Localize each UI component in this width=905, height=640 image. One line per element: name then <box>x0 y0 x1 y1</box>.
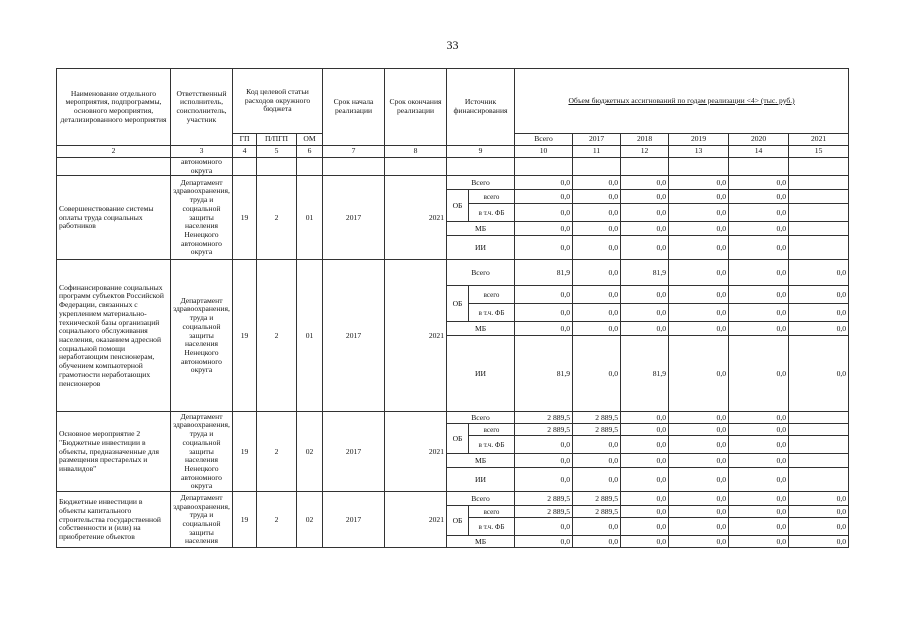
value-cell <box>789 222 849 236</box>
source-label: ОБ <box>447 190 469 222</box>
source-label: Всего <box>447 260 515 286</box>
value-cell: 0,0 <box>621 468 669 492</box>
budget-table <box>56 68 849 548</box>
value-cell <box>789 236 849 260</box>
activity-name: Софинансирование социальных программ субъектов Российской Федерации, связанных с укреплением материально-технической базы организаций социального обслуживания населения, оказанием адресной социальной помощи неработающим пенсионерам, обучением компьютерной грамотности неработающих пенсионеров <box>57 260 171 412</box>
code-gp: 19 <box>233 176 257 260</box>
value-cell: 0,0 <box>669 286 729 304</box>
value-cell: 0,0 <box>515 536 573 548</box>
source-label: ОБ <box>447 506 469 536</box>
value-cell: 0,0 <box>669 176 729 190</box>
col-number: 9 <box>447 146 515 158</box>
value-cell: 0,0 <box>621 536 669 548</box>
col-number: 3 <box>171 146 233 158</box>
col-number: 8 <box>385 146 447 158</box>
code-pgp: 2 <box>257 412 297 492</box>
value-cell: 0,0 <box>573 436 621 454</box>
column-numbers-row <box>57 146 849 158</box>
executor: Департамент здравоохранения, труда и социальной защиты населения Ненецкого автономного округа <box>171 260 233 412</box>
source-label: всего <box>469 190 515 204</box>
value-cell: 81,9 <box>621 260 669 286</box>
value-cell: 2 889,5 <box>573 412 621 424</box>
code-gp: 19 <box>233 412 257 492</box>
code-om: 02 <box>297 492 323 548</box>
value-cell: 0,0 <box>515 286 573 304</box>
header-name: Наименование отдельного мероприятия, подпрограммы, основного мероприятия, детализированного мероприятия <box>57 69 171 146</box>
value-cell <box>789 454 849 468</box>
end-year: 2021 <box>385 176 447 260</box>
value-cell <box>789 412 849 424</box>
code-gp: 19 <box>233 492 257 548</box>
value-cell: 0,0 <box>669 492 729 506</box>
value-cell: 0,0 <box>621 518 669 536</box>
value-cell: 2 889,5 <box>515 424 573 436</box>
value-cell: 0,0 <box>621 424 669 436</box>
value-cell: 0,0 <box>789 304 849 322</box>
source-label: всего <box>469 424 515 436</box>
value-cell: 0,0 <box>515 236 573 260</box>
value-cell: 0,0 <box>669 204 729 222</box>
value-cell: 0,0 <box>515 322 573 336</box>
value-cell: 0,0 <box>573 336 621 412</box>
source-label: в т.ч. ФБ <box>469 518 515 536</box>
value-cell: 0,0 <box>621 286 669 304</box>
continuation-text: автономного округа <box>171 158 233 176</box>
source-label: МБ <box>447 536 515 548</box>
value-cell: 0,0 <box>669 454 729 468</box>
value-cell: 2 889,5 <box>515 506 573 518</box>
value-cell: 0,0 <box>729 236 789 260</box>
source-label: ИИ <box>447 336 515 412</box>
value-cell: 0,0 <box>669 236 729 260</box>
header-code: Код целевой статьи расходов окружного бюджета <box>233 69 323 134</box>
value-cell: 2 889,5 <box>573 506 621 518</box>
value-cell: 0,0 <box>729 412 789 424</box>
value-cell: 0,0 <box>515 518 573 536</box>
value-cell: 0,0 <box>729 322 789 336</box>
value-cell: 0,0 <box>573 454 621 468</box>
value-cell: 0,0 <box>729 204 789 222</box>
col-number: 12 <box>621 146 669 158</box>
value-cell: 0,0 <box>729 304 789 322</box>
value-cell: 0,0 <box>789 260 849 286</box>
value-cell: 0,0 <box>789 336 849 412</box>
value-cell: 0,0 <box>621 492 669 506</box>
value-cell: 0,0 <box>669 412 729 424</box>
value-cell: 0,0 <box>573 518 621 536</box>
value-cell: 0,0 <box>669 304 729 322</box>
value-cell: 0,0 <box>515 436 573 454</box>
value-cell: 0,0 <box>515 222 573 236</box>
value-cell <box>789 436 849 454</box>
header-row <box>57 69 849 134</box>
value-cell: 0,0 <box>515 468 573 492</box>
header-source: Источник финансирования <box>447 69 515 146</box>
start-year: 2017 <box>323 176 385 260</box>
header-volume: Объем бюджетных ассигнований по годам реализации <4> (тыс. руб.) <box>515 69 849 134</box>
end-year: 2021 <box>385 412 447 492</box>
activity-name: Основное мероприятие 2 "Бюджетные инвестиции в объекты, предназначенные для размещения престарелых и инвалидов" <box>57 412 171 492</box>
value-cell: 81,9 <box>621 336 669 412</box>
value-cell: 0,0 <box>573 536 621 548</box>
value-cell: 0,0 <box>789 492 849 506</box>
value-cell: 0,0 <box>729 536 789 548</box>
value-cell: 0,0 <box>789 286 849 304</box>
value-cell: 0,0 <box>669 336 729 412</box>
source-label: ОБ <box>447 286 469 322</box>
source-label: ОБ <box>447 424 469 454</box>
value-cell: 0,0 <box>669 506 729 518</box>
table-row <box>57 176 849 190</box>
value-cell: 0,0 <box>729 260 789 286</box>
source-label: в т.ч. ФБ <box>469 436 515 454</box>
value-cell: 81,9 <box>515 260 573 286</box>
value-cell <box>789 468 849 492</box>
value-cell: 2 889,5 <box>515 412 573 424</box>
value-cell: 0,0 <box>729 190 789 204</box>
value-cell: 0,0 <box>729 518 789 536</box>
value-cell <box>789 176 849 190</box>
value-cell: 0,0 <box>621 204 669 222</box>
value-cell: 0,0 <box>621 222 669 236</box>
value-cell: 0,0 <box>729 454 789 468</box>
value-cell: 81,9 <box>515 336 573 412</box>
value-cell: 0,0 <box>621 322 669 336</box>
activity-name: Совершенствование системы оплаты труда социальных работников <box>57 176 171 260</box>
executor: Департамент здравоохранения, труда и социальной защиты населения Ненецкого автономного округа <box>171 176 233 260</box>
value-cell: 0,0 <box>669 536 729 548</box>
source-label: МБ <box>447 322 515 336</box>
end-year: 2021 <box>385 492 447 548</box>
value-cell: 0,0 <box>573 260 621 286</box>
value-cell: 0,0 <box>729 176 789 190</box>
executor: Департамент здравоохранения, труда и социальной защиты населения Ненецкого автономного округа <box>171 412 233 492</box>
header-year: 2018 <box>621 134 669 146</box>
source-label: ИИ <box>447 468 515 492</box>
start-year: 2017 <box>323 412 385 492</box>
header-start: Срок начала реализации <box>323 69 385 146</box>
value-cell: 0,0 <box>573 304 621 322</box>
value-cell: 0,0 <box>621 506 669 518</box>
start-year: 2017 <box>323 492 385 548</box>
source-label: в т.ч. ФБ <box>469 304 515 322</box>
value-cell <box>789 424 849 436</box>
value-cell: 0,0 <box>573 286 621 304</box>
value-cell: 0,0 <box>573 222 621 236</box>
value-cell: 0,0 <box>669 424 729 436</box>
start-year: 2017 <box>323 260 385 412</box>
value-cell: 0,0 <box>621 436 669 454</box>
header-executor: Ответственный исполнитель, соисполнитель, участник <box>171 69 233 146</box>
value-cell: 2 889,5 <box>515 492 573 506</box>
code-pgp: 2 <box>257 492 297 548</box>
header-end: Срок окончания реализации <box>385 69 447 146</box>
value-cell: 0,0 <box>573 190 621 204</box>
value-cell: 0,0 <box>621 190 669 204</box>
col-number: 7 <box>323 146 385 158</box>
continuation-row <box>57 158 849 176</box>
value-cell: 0,0 <box>515 190 573 204</box>
source-label: Всего <box>447 492 515 506</box>
header-pgp: П/ПГП <box>257 134 297 146</box>
page-number: 33 <box>446 38 459 52</box>
activity-name: Бюджетные инвестиции в объекты капитального строительства государственной собственности и (или) на приобретение объектов <box>57 492 171 548</box>
value-cell: 0,0 <box>621 454 669 468</box>
header-year: 2020 <box>729 134 789 146</box>
value-cell: 0,0 <box>729 336 789 412</box>
value-cell: 0,0 <box>573 204 621 222</box>
value-cell: 0,0 <box>669 322 729 336</box>
value-cell: 0,0 <box>621 304 669 322</box>
value-cell: 0,0 <box>669 436 729 454</box>
source-label: МБ <box>447 222 515 236</box>
value-cell: 0,0 <box>729 436 789 454</box>
source-label: в т.ч. ФБ <box>469 204 515 222</box>
value-cell: 0,0 <box>729 222 789 236</box>
executor: Департамент здравоохранения, труда и социальной защиты населения <box>171 492 233 548</box>
table-row <box>57 492 849 506</box>
col-number: 13 <box>669 146 729 158</box>
value-cell: 0,0 <box>729 506 789 518</box>
value-cell: 2 889,5 <box>573 424 621 436</box>
value-cell: 0,0 <box>729 468 789 492</box>
value-cell: 0,0 <box>729 492 789 506</box>
value-cell: 0,0 <box>789 506 849 518</box>
col-number: 15 <box>789 146 849 158</box>
col-number: 11 <box>573 146 621 158</box>
code-om: 01 <box>297 260 323 412</box>
code-pgp: 2 <box>257 176 297 260</box>
value-cell: 2 889,5 <box>573 492 621 506</box>
col-number: 5 <box>257 146 297 158</box>
code-pgp: 2 <box>257 260 297 412</box>
value-cell: 0,0 <box>515 176 573 190</box>
value-cell: 0,0 <box>789 518 849 536</box>
value-cell: 0,0 <box>515 304 573 322</box>
col-number: 14 <box>729 146 789 158</box>
header-total: Всего <box>515 134 573 146</box>
value-cell: 0,0 <box>789 536 849 548</box>
source-label: Всего <box>447 176 515 190</box>
value-cell: 0,0 <box>573 468 621 492</box>
source-label: ИИ <box>447 236 515 260</box>
header-year: 2021 <box>789 134 849 146</box>
value-cell <box>789 190 849 204</box>
source-label: всего <box>469 286 515 304</box>
value-cell: 0,0 <box>789 322 849 336</box>
table-row <box>57 412 849 424</box>
source-label: Всего <box>447 412 515 424</box>
value-cell: 0,0 <box>621 236 669 260</box>
value-cell: 0,0 <box>573 322 621 336</box>
col-number: 2 <box>57 146 171 158</box>
code-om: 02 <box>297 412 323 492</box>
end-year: 2021 <box>385 260 447 412</box>
table-row <box>57 260 849 286</box>
value-cell: 0,0 <box>669 222 729 236</box>
code-gp: 19 <box>233 260 257 412</box>
value-cell: 0,0 <box>621 412 669 424</box>
value-cell: 0,0 <box>515 454 573 468</box>
value-cell: 0,0 <box>669 468 729 492</box>
value-cell: 0,0 <box>573 176 621 190</box>
value-cell: 0,0 <box>729 424 789 436</box>
col-number: 6 <box>297 146 323 158</box>
value-cell: 0,0 <box>573 236 621 260</box>
source-label: всего <box>469 506 515 518</box>
value-cell: 0,0 <box>669 190 729 204</box>
value-cell: 0,0 <box>729 286 789 304</box>
header-year: 2019 <box>669 134 729 146</box>
col-number: 4 <box>233 146 257 158</box>
code-om: 01 <box>297 176 323 260</box>
value-cell: 0,0 <box>669 518 729 536</box>
header-om: ОМ <box>297 134 323 146</box>
value-cell: 0,0 <box>669 260 729 286</box>
source-label: МБ <box>447 454 515 468</box>
value-cell: 0,0 <box>621 176 669 190</box>
value-cell: 0,0 <box>515 204 573 222</box>
col-number: 10 <box>515 146 573 158</box>
table-body <box>57 158 849 548</box>
header-gp: ГП <box>233 134 257 146</box>
header-year: 2017 <box>573 134 621 146</box>
value-cell <box>789 204 849 222</box>
